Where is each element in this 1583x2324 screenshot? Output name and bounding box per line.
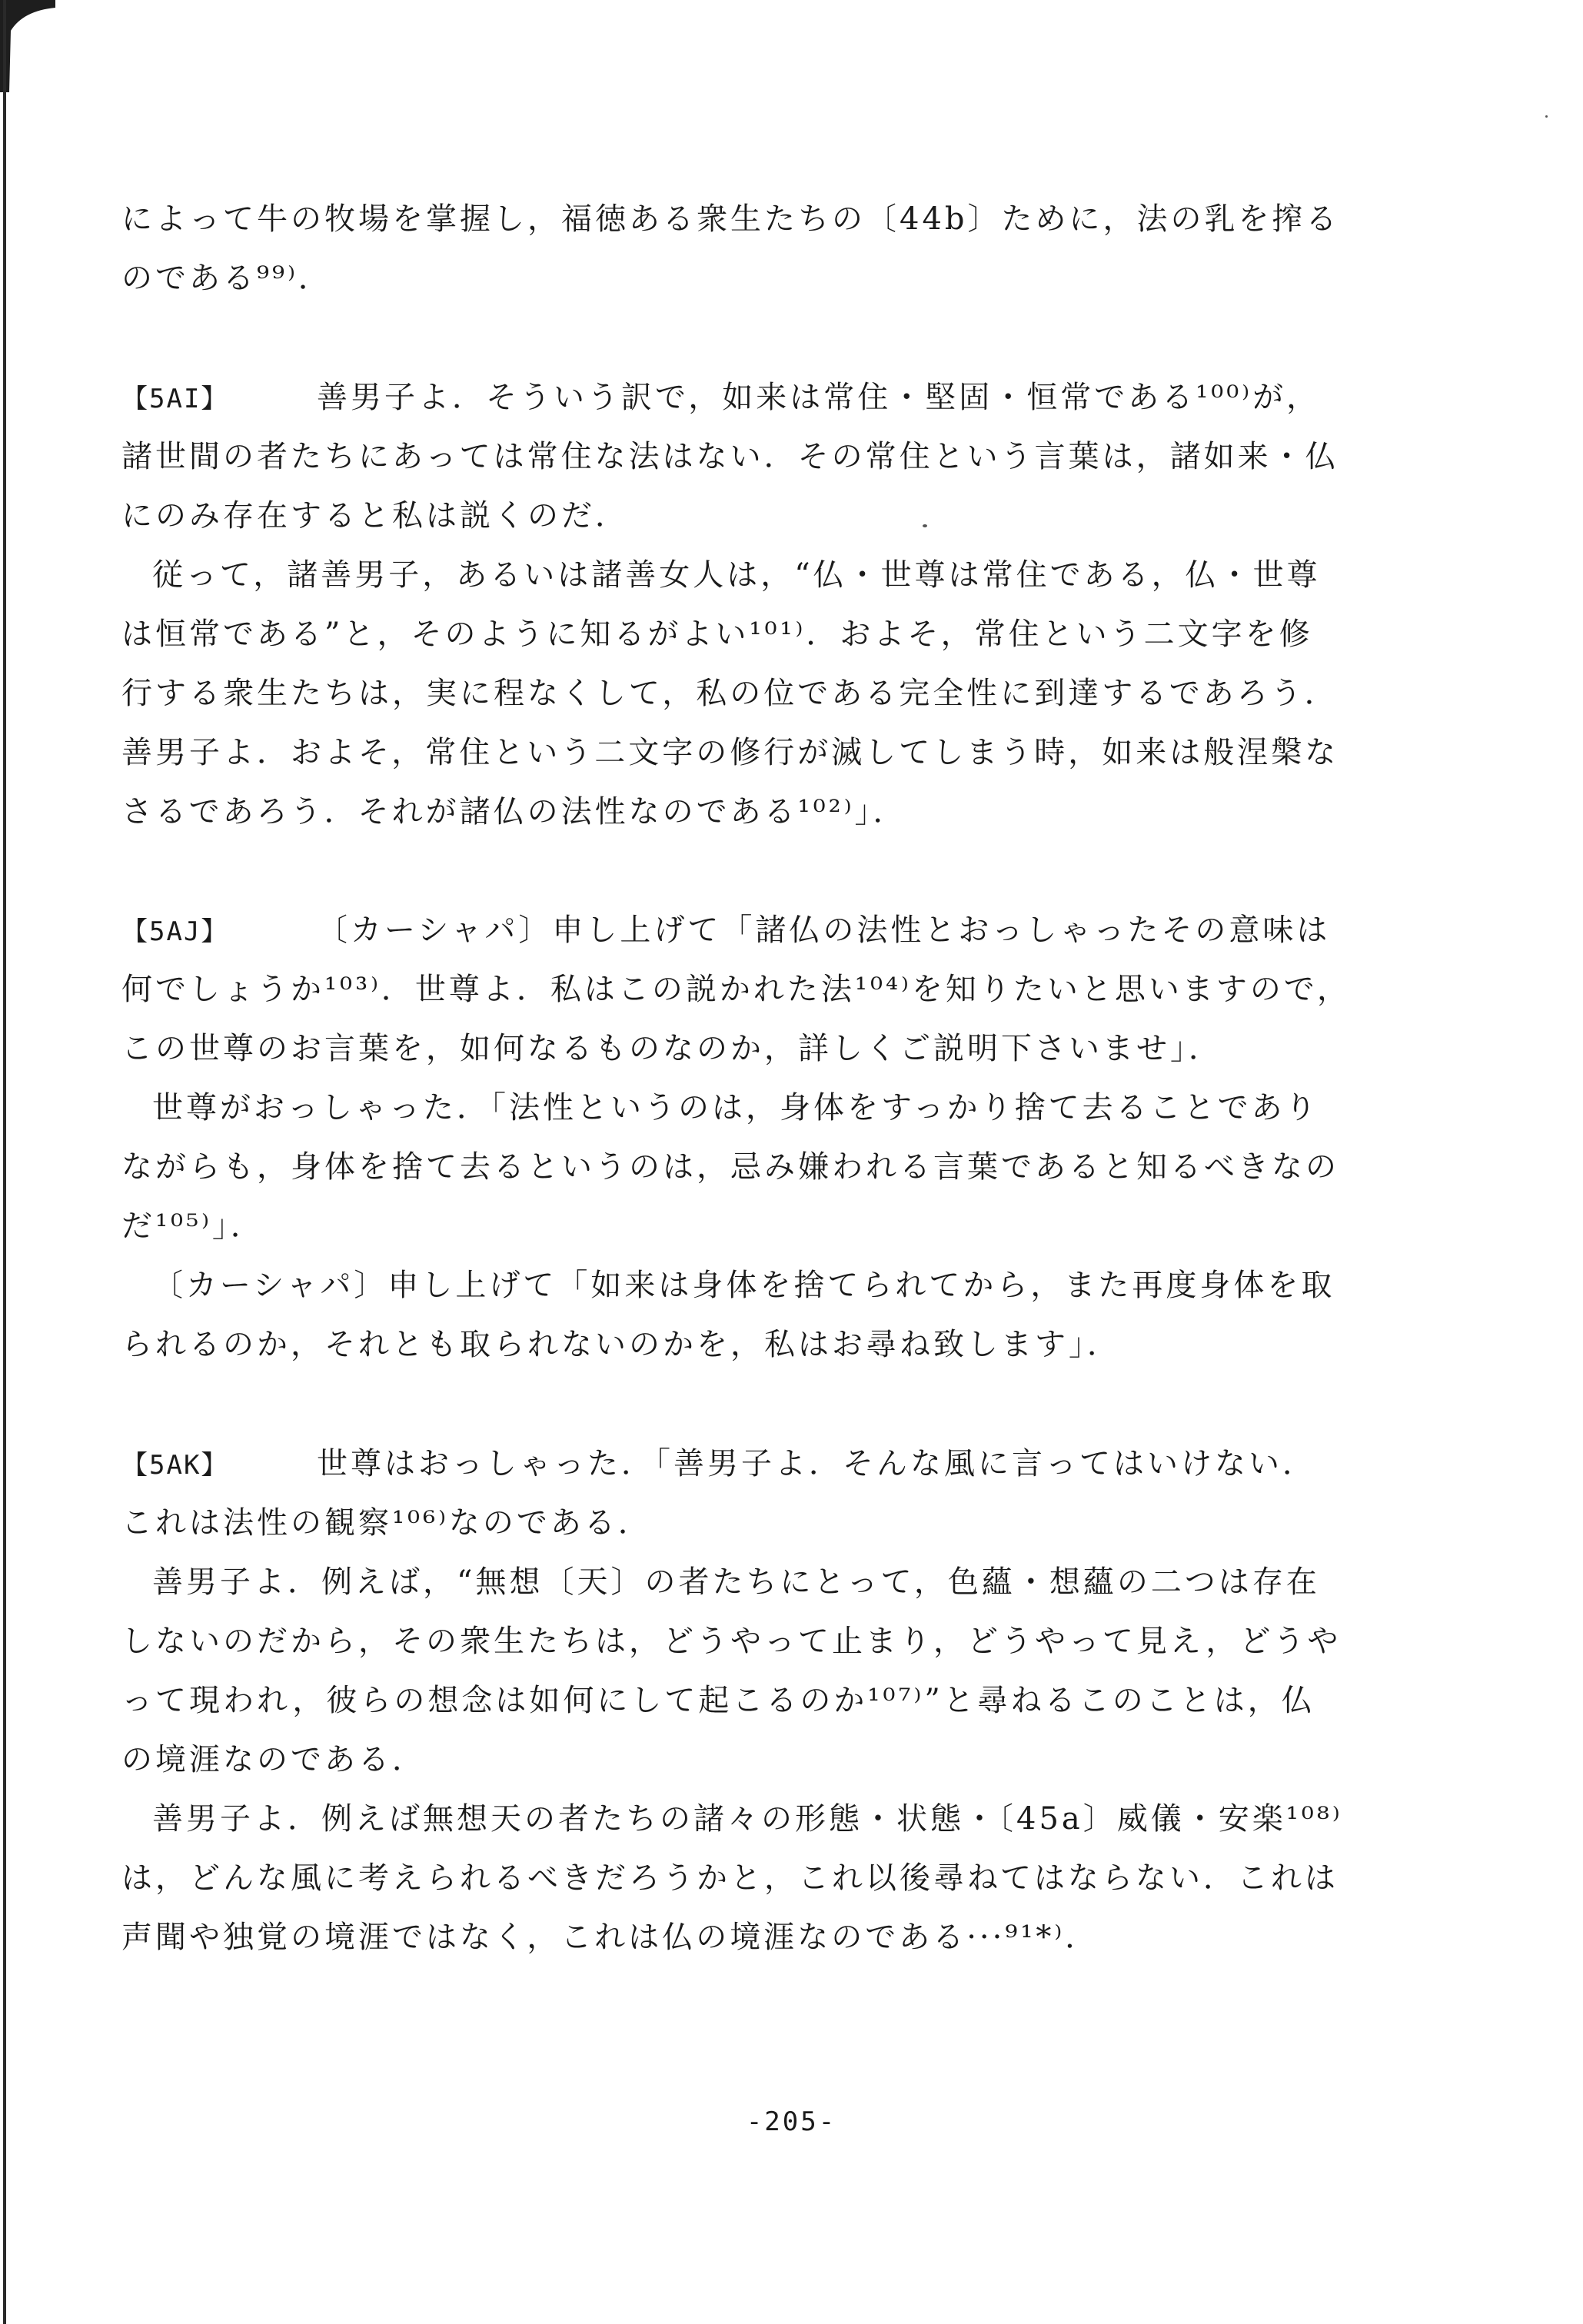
text-line: 世尊がおっしゃった．「法性というのは，身体をすっかり捨て去ることであり — [152, 1090, 1319, 1125]
text-line: 行する衆生たちは，実に程なくして，私の位である完全性に到達するであろう． — [121, 676, 1339, 711]
text-line: って現われ，彼らの想念は如何にして起こるのか¹⁰⁷⁾”と尋ねるこのことは，仏 — [121, 1683, 1315, 1718]
scan-corner-mark — [0, 0, 62, 92]
text-line: によって牛の牧場を掌握し，福徳ある衆生たちの〔44b〕ために，法の乳を搾る — [121, 201, 1340, 237]
text-line: にのみ存在すると私は説くのだ． — [121, 498, 629, 534]
section-label: 【5AJ】 — [121, 916, 229, 947]
text-line: 善男子よ．例えば，“無想〔天〕の者たちにとって，色蘊・想蘊の二つは存在 — [152, 1564, 1320, 1600]
scan-left-edge — [3, 0, 6, 2324]
text-line: だ¹⁰⁵⁾」． — [121, 1209, 264, 1244]
text-line: 何でしょうか¹⁰³⁾．世尊よ．私はこの説かれた法¹⁰⁴⁾を知りたいと思いますので， — [121, 972, 1352, 1007]
text-line: の境涯なのである． — [121, 1742, 426, 1777]
text-line: は恒常である”と，そのように知るがよい¹⁰¹⁾．およそ，常住という二文字を修 — [121, 617, 1313, 652]
text-line: これは法性の観察¹⁰⁶⁾なのである． — [121, 1505, 652, 1541]
text-line: は，どんな風に考えられるべきだろうかと，これ以後尋ねてはならない．これは — [121, 1860, 1339, 1896]
text-line: 諸世間の者たちにあっては常住な法はない．その常住という言葉は，諸如来・仏 — [121, 439, 1339, 474]
text-line: 声聞や独覚の境涯ではなく，これは仏の境涯なのである···⁹¹*⁾． — [121, 1920, 1099, 1955]
scan-speck — [923, 524, 927, 527]
text-line: 〔カーシャパ〕申し上げて「如来は身体を捨てられてから，また再度身体を取 — [152, 1268, 1335, 1303]
text-line: 〔カーシャパ〕申し上げて「諸仏の法性とおっしゃったその意味は — [317, 913, 1331, 948]
text-line: しないのだから，その衆生たちは，どうやって止まり，どうやって見え，どうや — [121, 1624, 1342, 1659]
text-line: 世尊はおっしゃった．「善男子よ．そんな風に言ってはいけない． — [317, 1446, 1316, 1481]
section-label: 【5AK】 — [121, 1450, 229, 1481]
text-line: 従って，諸善男子，あるいは諸善女人は，“仏・世尊は常住である，仏・世尊 — [152, 557, 1321, 593]
text-line: ながらも，身体を捨て去るというのは，忌み嫌われる言葉であると知るべきなの — [121, 1149, 1339, 1185]
text-line: 善男子よ．そういう訳で，如来は常住・堅固・恒常である¹⁰⁰⁾が， — [317, 380, 1321, 415]
text-line: のである⁹⁹⁾． — [121, 261, 332, 296]
text-line: 善男子よ．およそ，常住という二文字の修行が滅してしまう時，如来は般涅槃な — [121, 735, 1339, 770]
page-number: -205- — [746, 2106, 837, 2137]
text-line: この世尊のお言葉を，如何なるものなのか，詳しくご説明下さいませ」． — [121, 1031, 1222, 1066]
text-line: さるであろう．それが諸仏の法性なのである¹⁰²⁾」． — [121, 794, 907, 830]
text-line: 善男子よ．例えば無想天の者たちの諸々の形態・状態・〔45a〕威儀・安楽¹⁰⁸⁾ — [152, 1801, 1343, 1837]
scan-speck — [1545, 115, 1548, 118]
section-label: 【5AI】 — [121, 384, 229, 414]
text-line: られるのか，それとも取られないのかを，私はお尋ね致します」． — [121, 1327, 1121, 1362]
